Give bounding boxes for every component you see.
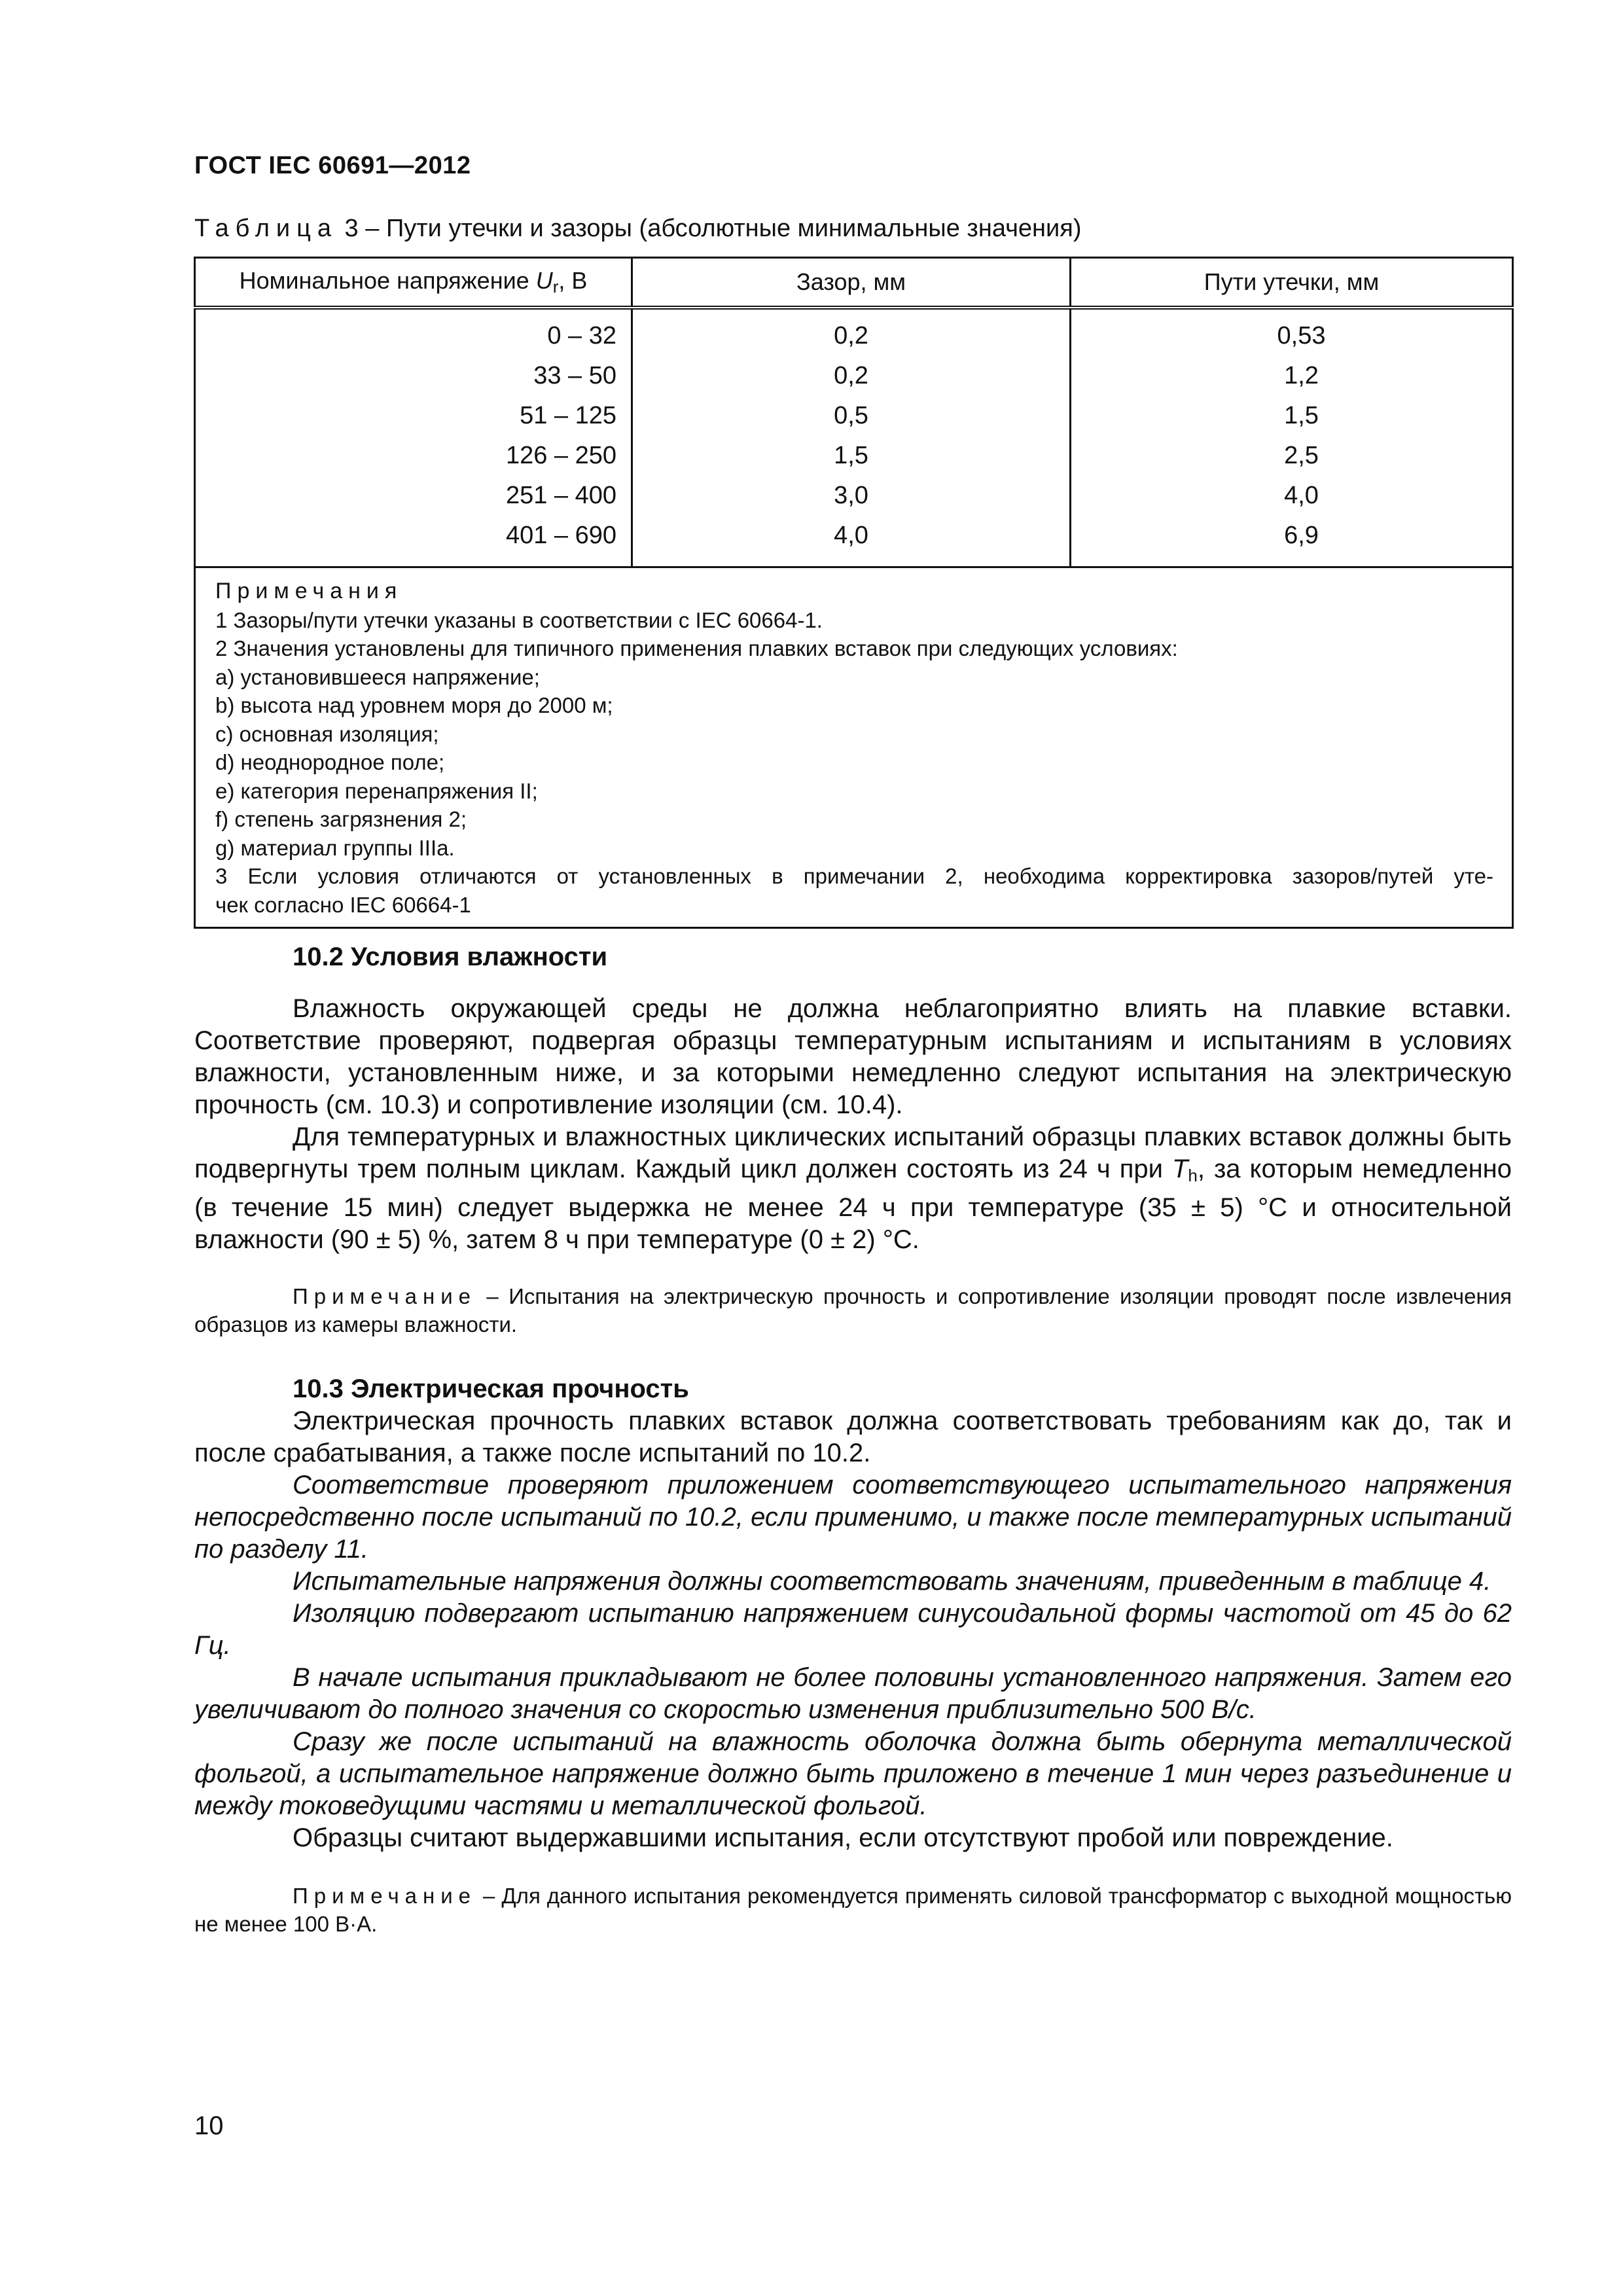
- table-notes: [195, 567, 1513, 928]
- clearance-cell: 0,2: [834, 362, 868, 389]
- paragraph: Сразу же после испытаний на влажность оболочка должна быть обернута металлической фольгой, а испытательное напряжение должно быть приложено в течение 1 мин через разъединение и между токоведущими частями и металлической фольгой.: [194, 1727, 1512, 1820]
- note-line: b) высота над уровнем моря до 2000 м;: [215, 693, 613, 717]
- clearance-cell: 1,5: [834, 442, 868, 469]
- voltage-range-cell: 251 – 400: [505, 482, 616, 509]
- temperature-symbol: T: [1171, 1155, 1188, 1183]
- paragraph: Изоляцию подвергают испытанию напряжением синусоидальной формы частотой от 45 до 62 Гц.: [194, 1599, 1512, 1660]
- section-10-2: [194, 941, 1512, 1338]
- note-line: c) основная изоляция;: [215, 721, 439, 746]
- table-data-block: [195, 308, 1513, 567]
- page-number: 10: [194, 2111, 224, 2140]
- table-caption: [194, 215, 1082, 243]
- paragraph: Влажность окружающей среды не должна неблагоприятно влиять на плавкие вставки. Соответствие проверяют, подвергая образцы температурным испытаниям и испытаниям в условиях влажности, установленным ниже, и за которыми немедленно следуют испытания на электрическую прочность (см. 10.3) и сопротивление изоляции (см. 10.4).: [194, 994, 1512, 1119]
- voltage-range-cell: 126 – 250: [505, 442, 616, 469]
- table-notes-row: [195, 567, 1513, 928]
- section-heading: 10.2 Условия влажности: [293, 942, 608, 971]
- clearance-cell: 4,0: [834, 522, 868, 549]
- section-heading: 10.3 Электрическая прочность: [293, 1374, 689, 1403]
- note-label: Примечание: [293, 1884, 477, 1908]
- creepage-cell: 2,5: [1284, 442, 1319, 469]
- clearance-cell: 0,2: [834, 322, 868, 350]
- section-10-3: [194, 1373, 1512, 1938]
- paragraph: В начале испытания прикладывают не более половины установленного напряжения. Затем его увеличивают до полного значения со скоростью изменения приблизительно 500 В/с.: [194, 1663, 1512, 1724]
- creepage-cell: 0,53: [1277, 322, 1326, 350]
- header-rated-voltage: Номинальное напряжение $U_r$, В: [195, 258, 632, 308]
- note: Примечание – Для данного испытания рекомендуется применять силовой трансформатор с выходной мощностью не менее 100 В·А.: [194, 1884, 1512, 1936]
- note-line: f) степень загрязнения 2;: [215, 807, 467, 831]
- note-line: d) неоднородное поле;: [215, 750, 445, 774]
- paragraph: Испытательные напряжения должны соответствовать значениям, приведенным в таблице 4.: [293, 1567, 1491, 1596]
- header-creepage: Пути утечки, мм: [1071, 258, 1513, 308]
- paragraph: Образцы считают выдержавшими испытания, если отсутствуют пробой или повреждение.: [293, 1823, 1393, 1852]
- note-line: 3 Если условия отличаются от установленных в примечании 2, необходима корректировка зазоров/путей уте-: [215, 864, 1493, 888]
- voltage-symbol: U: [535, 267, 553, 294]
- paragraph: Электрическая прочность плавких вставок должна соответствовать требованиям как до, так и после срабатывания, а также после испытаний по 10.2.: [194, 1407, 1512, 1467]
- temperature-subscript: h: [1188, 1166, 1198, 1185]
- paragraph: Соответствие проверяют приложением соответствующего испытательного напряжения непосредственно после испытаний по 10.2, если применимо, и также после температурных испытаний по разделу 11.: [194, 1471, 1512, 1564]
- table-header-row: [195, 258, 1513, 308]
- note-line: 1 Зазоры/пути утечки указаны в соответствии с IEC 60664-1.: [215, 607, 823, 632]
- notes-title: Примечания: [215, 579, 403, 603]
- document-header: ГОСТ IEC 60691—2012: [194, 152, 471, 179]
- creepage-cell: 4,0: [1284, 482, 1319, 509]
- note-line: 2 Значения установлены для типичного применения плавких вставок при следующих условиях:: [215, 636, 1178, 660]
- header-clearance: Зазор, мм: [632, 258, 1071, 308]
- note: Примечание – Испытания на электрическую прочность и сопротивление изоляции проводят после извлечения образцов из камеры влажности.: [194, 1284, 1512, 1336]
- clearance-creepage-table: [194, 257, 1514, 929]
- voltage-range-cell: 401 – 690: [505, 522, 616, 549]
- note-label: Примечание: [293, 1284, 477, 1308]
- clearance-cell: 0,5: [834, 402, 868, 429]
- creepage-cell: 1,2: [1284, 362, 1319, 389]
- creepage-column: [1071, 308, 1513, 567]
- creepage-cell: 1,5: [1284, 402, 1319, 429]
- voltage-range-column: [195, 308, 632, 567]
- note-line: a) установившееся напряжение;: [215, 664, 540, 689]
- clearance-column: [632, 308, 1071, 567]
- table-caption-label: Таблица: [194, 215, 338, 242]
- paragraph: Для температурных и влажностных циклических испытаний образцы плавких вставок должны быть подвергнуты трем полным циклам. Каждый цикл должен состоять из 24 ч при $T_h$, за которым немедленно (в течение 15 мин) следует выдержка не менее 24 ч при температуре (35 ± 5) °С и относительной влажности (90 ± 5) %, затем 8 ч при температуре (0 ± 2) °С.: [194, 1122, 1512, 1254]
- voltage-subscript: r: [552, 277, 559, 296]
- creepage-cell: 6,9: [1284, 522, 1319, 549]
- voltage-range-cell: 51 – 125: [520, 402, 616, 429]
- note-line: g) материал группы IIIa.: [215, 835, 455, 860]
- clearance-cell: 3,0: [834, 482, 868, 509]
- voltage-range-cell: 33 – 50: [533, 362, 616, 389]
- note-line: e) категория перенапряжения II;: [215, 778, 538, 803]
- note-line: чек согласно IEC 60664-1: [215, 892, 471, 917]
- table-caption-text: 3 – Пути утечки и зазоры (абсолютные минимальные значения): [338, 215, 1082, 242]
- voltage-range-cell: 0 – 32: [547, 322, 616, 350]
